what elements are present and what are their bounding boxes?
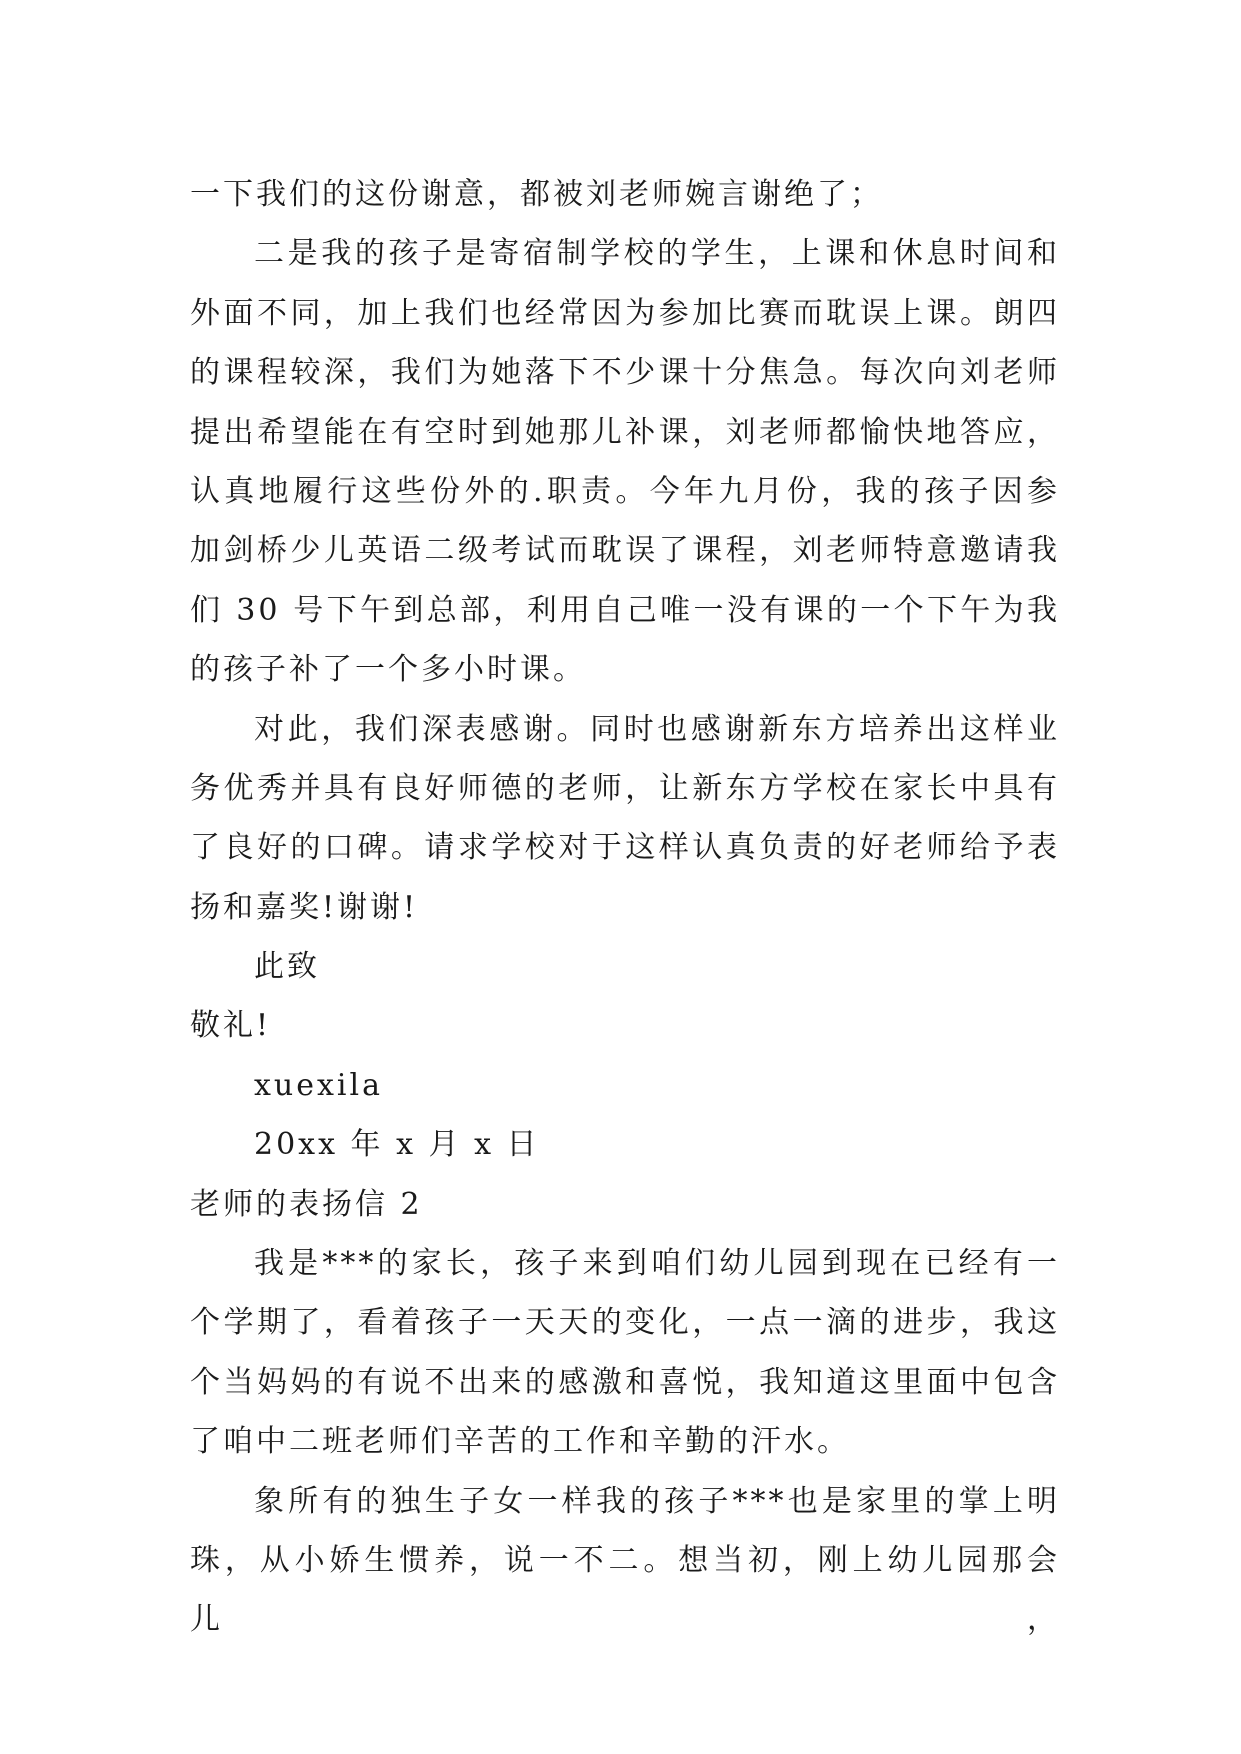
text-line: 提出希望能在有空时到她那儿补课，刘老师都愉快地答应，	[190, 414, 1060, 450]
text-line: 外面不同，加上我们也经常因为参加比赛而耽误上课。朗四	[190, 295, 1060, 331]
signature: xuexila	[254, 1067, 383, 1103]
text-line: 了良好的口碑。请求学校对于这样认真负责的好老师给予表	[190, 830, 1060, 866]
text-line: 们 30 号下午到总部，利用自己唯一没有课的一个下午为我	[190, 592, 1060, 628]
text-line: 个当妈妈的有说不出来的感激和喜悦，我知道这里面中包含	[190, 1364, 1060, 1400]
section-title: 老师的表扬信 2	[190, 1186, 423, 1222]
paragraph-first-line: 我是***的家长，孩子来到咱们幼儿园到现在已经有一	[254, 1246, 1060, 1282]
text-line: 珠，从小娇生惯养，说一不二。想当初，刚上幼儿园那会儿，	[190, 1542, 1060, 1638]
document-page	[190, 165, 1060, 1638]
date-line: 20xx 年 x 月 x 日	[254, 1127, 540, 1163]
closing-greeting: 敬礼!	[190, 1008, 272, 1044]
text-line: 个学期了，看着孩子一天天的变化，一点一滴的进步，我这	[190, 1305, 1060, 1341]
paragraph-first-line: 二是我的孩子是寄宿制学校的学生，上课和休息时间和	[254, 236, 1060, 272]
text-line: 加剑桥少儿英语二级考试而耽误了课程，刘老师特意邀请我	[190, 533, 1060, 569]
text-line: 务优秀并具有良好师德的老师，让新东方学校在家长中具有	[190, 770, 1060, 806]
text-line: 的课程较深，我们为她落下不少课十分焦急。每次向刘老师	[190, 355, 1060, 391]
text-line: 一下我们的这份谢意，都被刘老师婉言谢绝了；	[190, 177, 883, 212]
paragraph-first-line: 对此，我们深表感谢。同时也感谢新东方培养出这样业	[254, 711, 1060, 747]
closing-salutation: 此致	[254, 949, 320, 985]
text-line: 扬和嘉奖!谢谢!	[190, 889, 419, 925]
text-line: 认真地履行这些份外的.职责。今年九月份，我的孩子因参	[190, 473, 1060, 509]
text-line: 了咱中二班老师们辛苦的工作和辛勤的汗水。	[190, 1424, 850, 1460]
text-line: 的孩子补了一个多小时课。	[190, 652, 586, 688]
paragraph-first-line: 象所有的独生子女一样我的孩子***也是家里的掌上明	[254, 1483, 1060, 1519]
